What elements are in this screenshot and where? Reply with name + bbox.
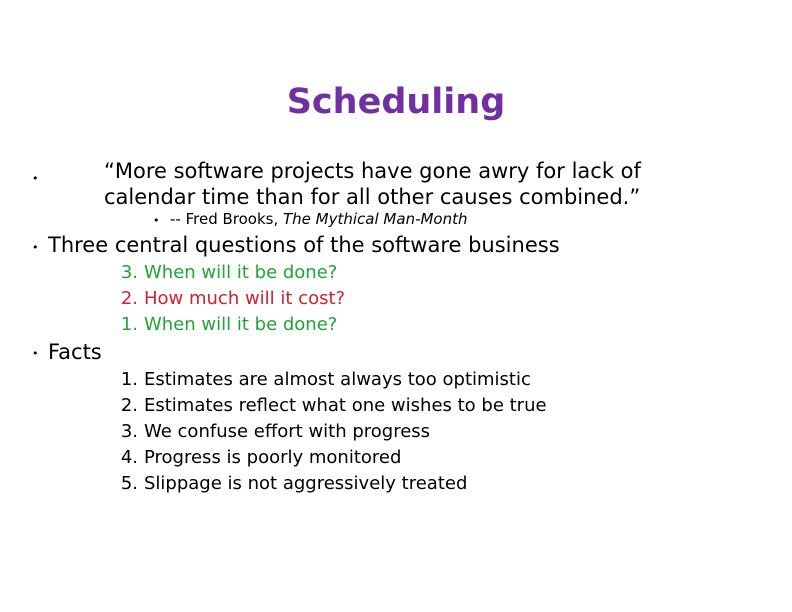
fact-item-text: We confuse effort with progress (144, 421, 431, 442)
fact-item-number: 3. (120, 421, 138, 442)
question-item-text: How much will it cost? (144, 288, 346, 309)
fact-item-text: Estimates are almost always too optimistic (144, 369, 531, 390)
attribution-book: The Mythical Man-Month (283, 210, 468, 228)
bullet-marker: • (32, 172, 39, 185)
fact-item (114, 472, 467, 496)
fact-item-number: 1. (120, 369, 138, 390)
attribution (170, 210, 468, 229)
question-item (114, 287, 345, 311)
fact-item (114, 368, 531, 392)
sub-bullet-marker: • (153, 214, 160, 227)
question-item-number: 1. (120, 314, 138, 335)
question-item-text: When will it be done? (144, 262, 338, 283)
fact-item-text: Estimates reflect what one wishes to be true (144, 395, 547, 416)
attribution-author: -- Fred Brooks, (170, 210, 284, 228)
question-item-text: When will it be done? (144, 314, 338, 335)
question-item-number: 3. (120, 262, 138, 283)
fact-item (114, 394, 547, 418)
question-item (114, 313, 337, 337)
slide-title: Scheduling (286, 82, 506, 122)
fact-item (114, 420, 430, 444)
quote-line-1: “More software projects have gone awry for lack of (104, 159, 641, 183)
fact-item-text: Slippage is not aggressively treated (144, 473, 468, 494)
fact-item-number: 2. (120, 395, 138, 416)
facts-heading: Facts (48, 340, 102, 364)
bullet-marker: • (32, 347, 39, 360)
questions-heading: Three central questions of the software business (48, 233, 560, 257)
fact-item (114, 446, 401, 470)
question-item-number: 2. (120, 288, 138, 309)
quote-line-2: calendar time than for all other causes combined.” (104, 185, 641, 209)
fact-item-text: Progress is poorly monitored (144, 447, 402, 468)
question-item (114, 261, 337, 285)
bullet-marker: • (32, 241, 39, 254)
fact-item-number: 5. (120, 473, 138, 494)
fact-item-number: 4. (120, 447, 138, 468)
